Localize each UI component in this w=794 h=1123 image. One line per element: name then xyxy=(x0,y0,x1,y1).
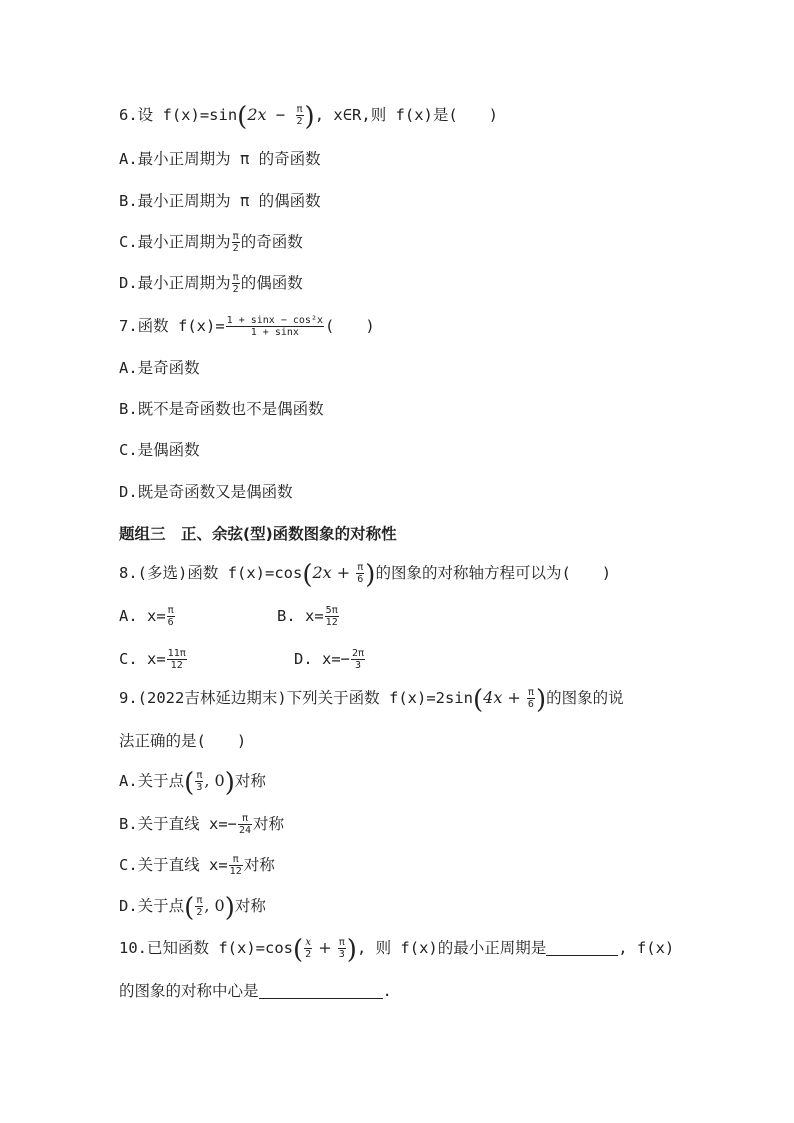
answer-blank-period[interactable] xyxy=(546,941,618,956)
q9-stem: 9.(2022吉林延边期末)下列关于函数 f(x)=2sin(4x + $\frac{\pi}{6}$ )的图象的说 xyxy=(119,685,624,715)
q6-inner: 2x xyxy=(247,105,267,124)
q10-stem: 10.已知函数 f(x)=cos( $\frac{x}{2}$ + $\frac{\pi}{3}$ ), 则 f(x)的最小正周期是 , f(x) xyxy=(119,935,675,965)
q7-option-b: B.既不是奇函数也不是偶函数 xyxy=(119,400,324,418)
left-paren: ( xyxy=(237,102,248,132)
q8-option-b: B. x= $\frac{5\pi}{12}$ xyxy=(277,605,338,628)
q7-option-a: A.是奇函数 xyxy=(119,359,200,377)
q8-fraction: $\frac{\pi}{6}$ xyxy=(357,562,364,585)
q9-fraction: $\frac{\pi}{6}$ xyxy=(527,687,534,710)
q8-option-d: D. x=− $\frac{2\pi}{3}$ xyxy=(294,648,365,671)
q7-option-c: C.是偶函数 xyxy=(119,441,200,459)
q9-option-a: A.关于点( $\frac{\pi}{3}$ , 0)对称 xyxy=(119,768,266,798)
q6-option-c: C.最小正周期为 $\frac{\pi}{2}$ 的奇函数 xyxy=(119,231,303,254)
q6-option-a: A.最小正周期为 π 的奇函数 xyxy=(119,150,321,168)
q6-prefix: 6.设 f(x)=sin xyxy=(119,106,238,124)
q9-option-c: C.关于直线 x= $\frac{\pi}{12}$ 对称 xyxy=(119,854,275,877)
q8-stem: 8.(多选)函数 f(x)=cos(2x + $\frac{\pi}{6}$ )的图象的对称轴方程可以为( ) xyxy=(119,560,612,590)
q6-d-fraction: $\frac{\pi}{2}$ xyxy=(232,272,239,295)
right-paren: ) xyxy=(304,102,315,132)
q6-suffix: , x∈R,则 f(x)是( ) xyxy=(314,106,499,124)
section-heading: 题组三 正、余弦(型)函数图象的对称性 xyxy=(119,525,397,543)
q8-option-a: A. x= $\frac{\pi}{6}$ xyxy=(119,605,174,628)
q7-stem: 7.函数 f(x)= $\frac{\text{1 + sinx − cos²x}}{1 + \sin x}$ ( ) xyxy=(119,315,375,338)
answer-blank-center[interactable] xyxy=(259,984,383,999)
q7-fraction: $\frac{\text{1 + sinx − cos²x}}{1 + \sin x}$ xyxy=(226,315,323,338)
q9-option-d: D.关于点( $\frac{\pi}{2}$ , 0)对称 xyxy=(119,893,266,923)
q8-option-c: C. x= $\frac{11\pi}{12}$ xyxy=(119,648,186,671)
q6-option-d: D.最小正周期为 $\frac{\pi}{2}$ 的偶函数 xyxy=(119,272,303,295)
q6-option-b: B.最小正周期为 π 的偶函数 xyxy=(119,192,321,210)
q7-option-d: D.既是奇函数又是偶函数 xyxy=(119,483,293,501)
q6-fraction: $\frac{\pi}{2}$ xyxy=(296,104,303,127)
q6-c-fraction: $\frac{\pi}{2}$ xyxy=(232,231,239,254)
q9-option-b: B.关于直线 x=− $\frac{\pi}{24}$ 对称 xyxy=(119,813,285,836)
q6-stem xyxy=(119,102,499,132)
q10-stem-line2: 的图象的对称中心是 . xyxy=(119,982,392,1000)
q6-minus: − xyxy=(266,106,295,124)
q9-stem-line2: 法正确的是( ) xyxy=(119,732,247,750)
